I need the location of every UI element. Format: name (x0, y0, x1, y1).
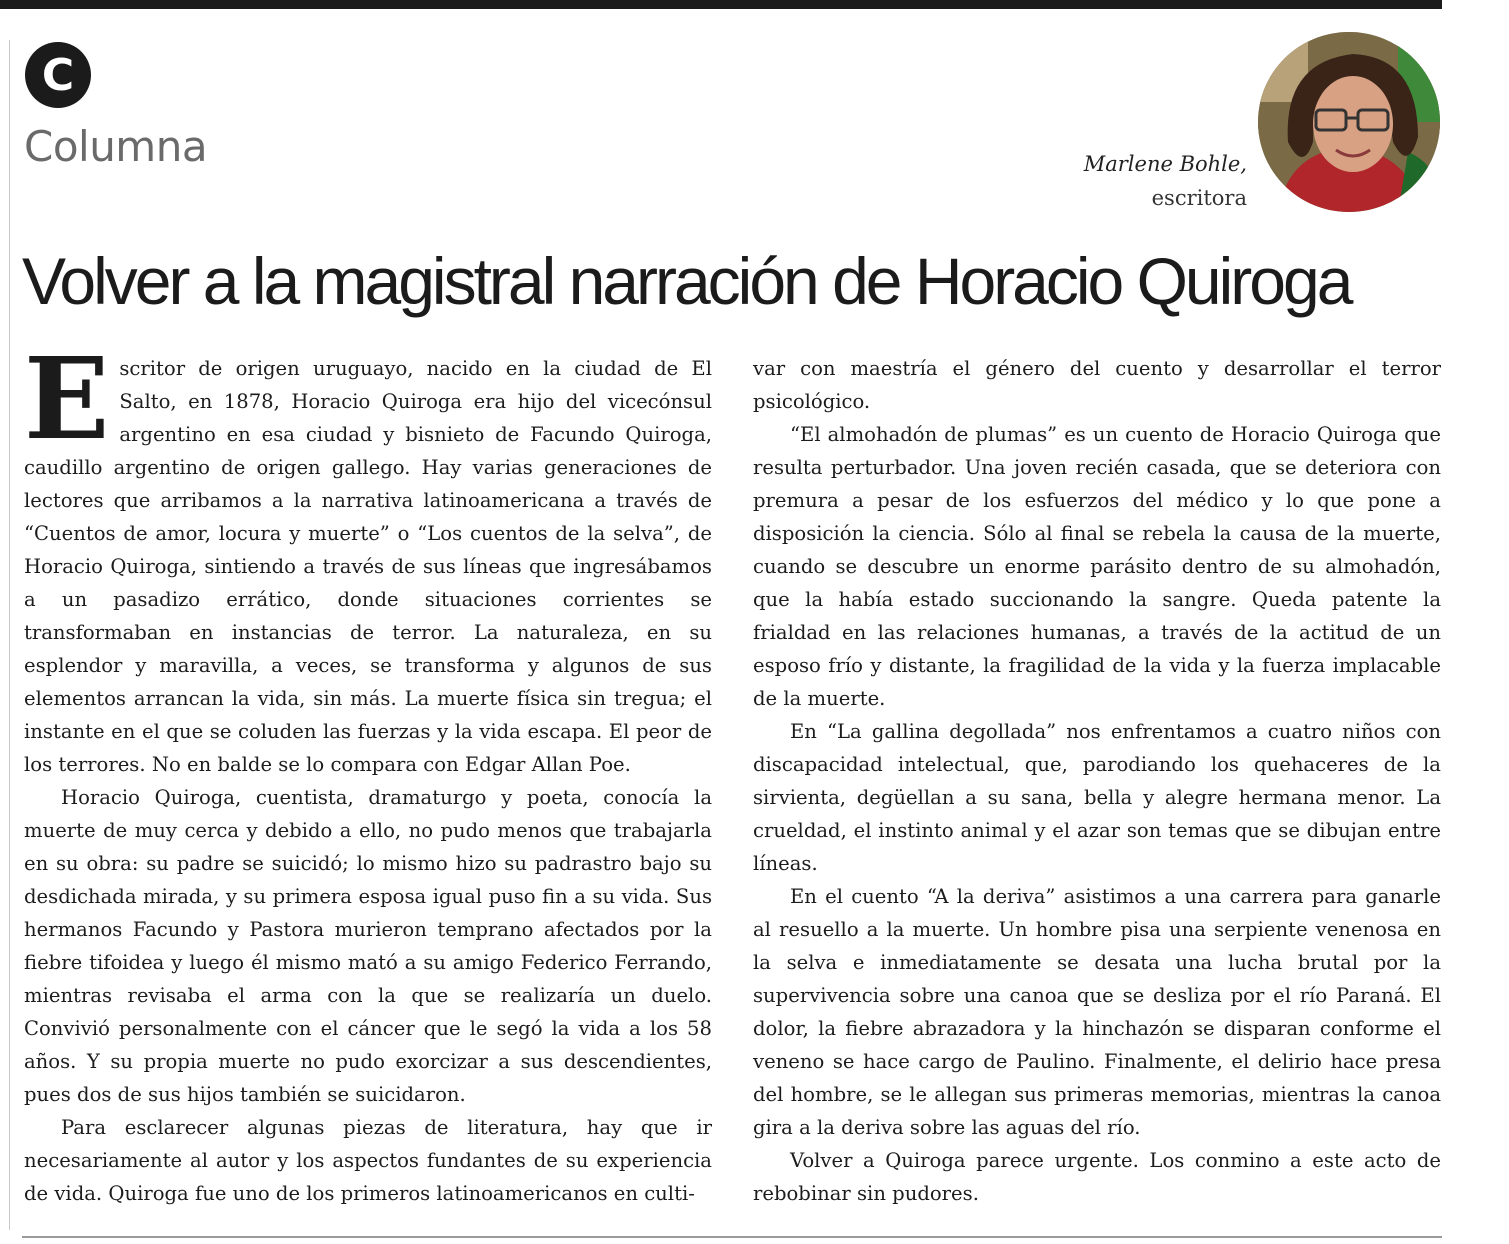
paragraph-2: Horacio Quiroga, cuentista, dramaturgo y poeta, conocía la muerte de muy cerca y debido a ello, no pudo menos que trabajarla en su obra: su padre se suicidó; lo mismo hizo su padrastro bajo su desdichada mirada, y su primera esposa igual puso fin a su vida. Sus hermanos Facundo y Pastora murieron temprano afectados por la fiebre tifoidea y luego él mismo mató a su amigo Federico Ferrando, mientras revisaba el arma con la que se realizaría un duelo. Convivió personalmente con el cáncer que le segó la vida a los 58 años. Y su propia muerte no pudo exorcizar a sus descendientes, pues dos de sus hijos también se suicidaron. (24, 786, 712, 1106)
drop-cap: E (24, 334, 110, 465)
left-column-rule (9, 40, 10, 1230)
paragraph-7: En el cuento “A la deriva” asistimos a una carrera para ganarle al resuello a la muerte. Un hombre pisa una serpiente venenosa en la selva e inmediatamente se desata una lucha brutal por la supervivencia sobre una canoa que se desliza por el río Paraná. El dolor, la fiebre abrazadora y la hinchazón se disparan conforme el veneno se hace cargo de Paulino. Finalmente, el delirio hace presa del hombre, se le allegan sus primeras memorias, mientras la canoa gira a la deriva sobre las aguas del río. (753, 885, 1441, 1139)
author-avatar (1258, 32, 1440, 212)
section-label: Columna (24, 122, 208, 171)
article-column-right (753, 352, 1441, 1210)
paragraph-3: Para esclarecer algunas piezas de literatura, hay que ir necesariamente al autor y los aspectos fundantes de su experiencia de vida. Quiroga fue uno de los primeros latinoamericanos en culti- (24, 1116, 712, 1205)
badge-letter: C (41, 49, 75, 101)
author-role: escritora (1151, 186, 1247, 210)
paragraph-6: En “La gallina degollada” nos enfrentamos a cuatro niños con discapacidad intelectual, que, parodiando los quehaceres de la sirvienta, degüellan a su sana, bella y alegre hermana menor. La crueldad, el instinto animal y el azar son temas que se dibujan entre líneas. (753, 720, 1441, 875)
paragraph-8: Volver a Quiroga parece urgente. Los conmino a este acto de rebobinar sin pudores. (753, 1149, 1441, 1205)
paragraph-4: var con maestría el género del cuento y desarrollar el terror psicológico. (753, 357, 1441, 413)
column-badge-icon (25, 42, 91, 108)
top-rule (0, 0, 1442, 9)
paragraph-1 (24, 334, 712, 781)
article-headline: Volver a la magistral narración de Horacio Quiroga (22, 244, 1351, 318)
paragraph-1-text: scritor de origen uruguayo, nacido en la ciudad de El Salto, en 1878, Horacio Quiroga era hijo del vicecónsul argentino en esa ciudad y bisnieto de Facundo Quiroga, caudillo argentino de origen gallego. Hay varias generaciones de lectores que arribamos a la narrativa latinoamericana a través de “Cuentos de amor, locura y muerte” o “Los cuentos de la selva”, de Horacio Quiroga, sintiendo a través de sus líneas que ingresábamos a un pasadizo errático, donde situaciones corrientes se transformaban en instancias de terror. La naturaleza, en su esplendor y maravilla, a veces, se transforma y algunos de sus elementos arrancan la vida, sin más. La muerte física sin tregua; el instante en el que se coluden las fuerzas y la vida escapa. El peor de los terrores. No en balde se lo compara con Edgar Allan Poe. (24, 357, 712, 776)
paragraph-5: “El almohadón de plumas” es un cuento de Horacio Quiroga que resulta perturbador. Una joven recién casada, que se deteriora con premura a pesar de los esfuerzos del médico y lo que pone a disposición la ciencia. Sólo al final se rebela la causa de la muerte, cuando se descubre un enorme parásito dentro de su almohadón, que la había estado succionando la sangre. Queda patente la frialdad en las relaciones humanas, a través de la actitud de un esposo frío y distante, la fragilidad de la vida y la fuerza implacable de la muerte. (753, 423, 1441, 710)
author-name: Marlene Bohle, (1083, 152, 1247, 176)
author-portrait-icon (1258, 32, 1440, 212)
bottom-rule (22, 1236, 1442, 1238)
article-column-left (24, 334, 712, 1210)
